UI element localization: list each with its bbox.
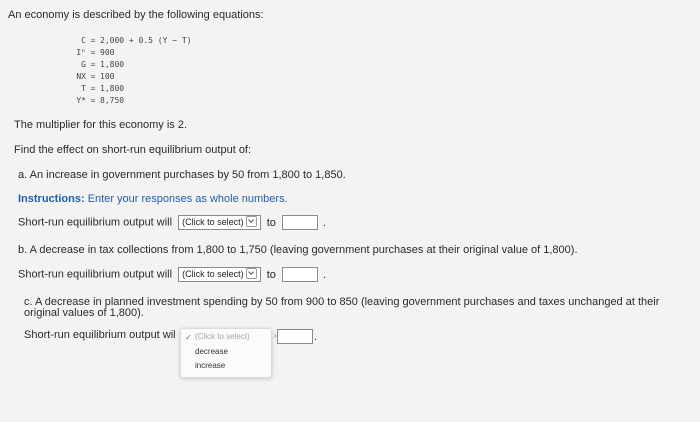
multiplier-text: The multiplier for this economy is 2. bbox=[14, 119, 188, 131]
equation-rhs: 8,750 bbox=[100, 96, 125, 105]
equation-op: = bbox=[90, 60, 96, 69]
chevron-down-icon bbox=[246, 268, 257, 279]
equation-potential-output bbox=[56, 96, 124, 105]
chevron-down-icon bbox=[246, 216, 257, 227]
equation-lhs: Y* bbox=[76, 96, 86, 105]
dropdown-option-decrease[interactable]: decrease bbox=[195, 347, 228, 356]
to-label: to bbox=[266, 268, 276, 281]
select-label: (Click to select) bbox=[182, 269, 244, 279]
checkmark-icon: ✓ bbox=[185, 333, 192, 342]
direction-select-b[interactable] bbox=[178, 267, 261, 282]
equation-lhs: T bbox=[81, 84, 86, 93]
answer-prefix: Short-run equilibrium output will bbox=[18, 216, 173, 229]
equation-lhs: Iᴾ bbox=[76, 48, 86, 57]
period: . bbox=[323, 268, 327, 281]
equation-rhs: 1,800 bbox=[100, 84, 125, 93]
part-b-text: b. A decrease in tax collections from 1,800 to 1,750 (leaving government purchases at their original value of 1,800). bbox=[18, 244, 578, 256]
part-c-text-line1: c. A decrease in planned investment spending by 50 from 900 to 850 (leaving government purchases and taxes unchanged at their bbox=[24, 296, 660, 308]
answer-input-b[interactable] bbox=[282, 267, 318, 282]
answer-prefix: Short-run equilibrium output will bbox=[18, 268, 173, 281]
part-a-text: a. An increase in government purchases by 50 from 1,800 to 1,850. bbox=[18, 169, 346, 181]
answer-row-a bbox=[18, 215, 326, 230]
instructions bbox=[18, 193, 288, 205]
equation-government bbox=[56, 60, 124, 69]
instructions-label: Instructions: bbox=[18, 193, 85, 205]
equation-lhs: C bbox=[81, 36, 86, 45]
to-label: to bbox=[266, 216, 276, 229]
select-label: (Click to select) bbox=[182, 217, 244, 227]
equation-consumption bbox=[56, 36, 192, 45]
period: . bbox=[323, 216, 327, 229]
equation-taxes bbox=[56, 84, 124, 93]
answer-row-b bbox=[18, 267, 326, 282]
chevron-right-icon: › bbox=[274, 331, 277, 340]
direction-select-a[interactable] bbox=[178, 215, 261, 230]
instructions-text: Enter your responses as whole numbers. bbox=[87, 193, 288, 205]
equation-op: = bbox=[90, 36, 96, 45]
equation-rhs: 900 bbox=[100, 48, 115, 57]
dropdown-option-increase[interactable]: increase bbox=[195, 361, 226, 370]
equation-rhs: 100 bbox=[100, 72, 115, 81]
equation-rhs: 2,000 + 0.5 (Y − T) bbox=[100, 36, 192, 45]
answer-input-c[interactable] bbox=[277, 329, 313, 344]
answer-input-a[interactable] bbox=[282, 215, 318, 230]
equation-op: = bbox=[90, 48, 96, 57]
equation-lhs: G bbox=[81, 60, 86, 69]
answer-prefix-c: Short-run equilibrium output wil bbox=[24, 329, 176, 342]
answer-row-c bbox=[24, 329, 176, 341]
direction-dropdown-menu[interactable] bbox=[180, 328, 277, 378]
equation-net-exports bbox=[56, 72, 114, 81]
equation-investment bbox=[56, 48, 114, 57]
dropdown-placeholder[interactable]: (Click to select) bbox=[195, 332, 250, 341]
equation-op: = bbox=[90, 72, 96, 81]
intro-text: An economy is described by the following equations: bbox=[8, 9, 264, 21]
part-c-text-line2: original values of 1,800). bbox=[24, 307, 144, 319]
equation-op: = bbox=[90, 96, 96, 105]
equation-lhs: NX bbox=[76, 72, 86, 81]
equation-op: = bbox=[90, 84, 96, 93]
period: . bbox=[314, 331, 318, 343]
equation-rhs: 1,800 bbox=[100, 60, 125, 69]
find-text: Find the effect on short-run equilibrium output of: bbox=[14, 144, 252, 156]
